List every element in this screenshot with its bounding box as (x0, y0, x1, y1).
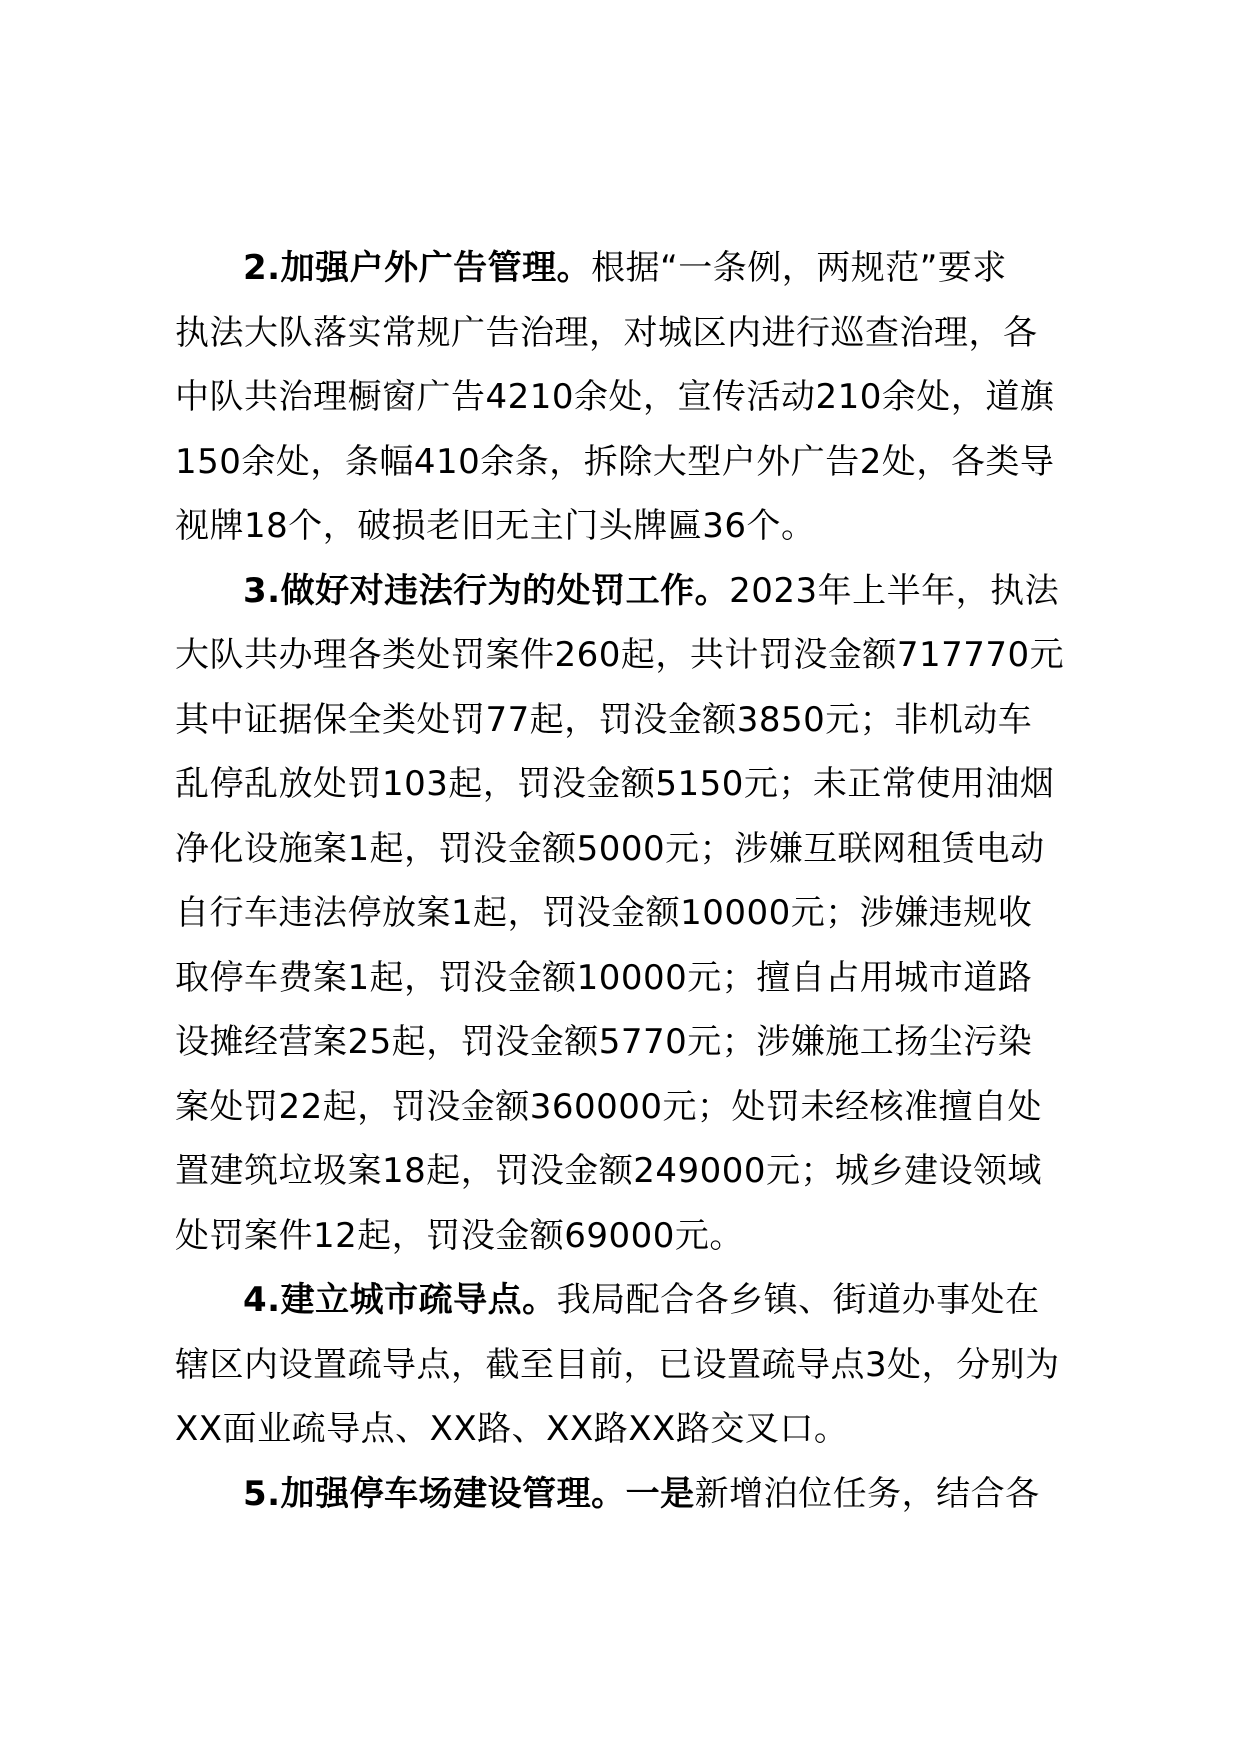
paragraph-first-line (175, 1268, 1115, 1333)
paragraph-line: 取停车费案1起，罚没金额10000元；擅自占用城市道路 (175, 957, 1033, 998)
document-page (175, 236, 1115, 1526)
paragraph-line: 辖区内设置疏导点，截至目前，已设置疏导点3处，分别为 (175, 1344, 1060, 1385)
paragraph-first-line (175, 1462, 1115, 1527)
paragraph-line: 其中证据保全类处罚77起，罚没金额3850元；非机动车 (175, 699, 1033, 740)
paragraph-line: 执法大队落实常规广告治理，对城区内进行巡查治理，各 (175, 312, 1038, 353)
paragraph-first-line (175, 559, 1115, 624)
paragraph-line: 视牌18个，破损老旧无主门头牌匾36个。 (175, 506, 816, 546)
paragraph-line: 150余处，条幅410余条，拆除大型户外广告2处，各类导 (175, 441, 1055, 482)
paragraph-line: 乱停乱放处罚103起，罚没金额5150元；未正常使用油烟 (175, 764, 1055, 804)
paragraph-item-2 (175, 236, 1115, 559)
paragraph-item-3 (175, 559, 1115, 1269)
paragraph-line: XX面业疏导点、XX路、XX路XX路交叉口。 (175, 1409, 849, 1449)
paragraph-heading: 2.加强户外广告管理。 (243, 248, 592, 288)
paragraph-line: 置建筑垃圾案18起，罚没金额249000元；城乡建设领域 (175, 1151, 1043, 1191)
paragraph-text: 新增泊位任务，结合各 (694, 1473, 1040, 1514)
paragraph-text: 2023年上半年，执法 (729, 570, 1060, 611)
paragraph-heading: 3.做好对违法行为的处罚工作。 (243, 570, 730, 611)
paragraph-heading: 4.建立城市疏导点。 (243, 1280, 557, 1320)
paragraph-text: 我局配合各乡镇、街道办事处在 (556, 1280, 1040, 1320)
paragraph-line: 设摊经营案25起，罚没金额5770元；涉嫌施工扬尘污染 (175, 1022, 1033, 1062)
paragraph-lead: 一是 (625, 1473, 695, 1514)
paragraph-line: 大队共办理各类处罚案件260起，共计罚没金额717770元 (175, 635, 1065, 675)
paragraph-item-5 (175, 1462, 1115, 1527)
paragraph-line: 净化设施案1起，罚没金额5000元；涉嫌互联网租赁电动 (175, 828, 1045, 869)
paragraph-line: 自行车违法停放案1起，罚没金额10000元；涉嫌违规收 (175, 893, 1033, 933)
paragraph-text: 根据“一条例，两规范”要求 (591, 248, 1007, 288)
paragraph-heading: 5.加强停车场建设管理。 (243, 1473, 626, 1514)
paragraph-first-line (175, 236, 1115, 301)
paragraph-line: 处罚案件12起，罚没金额69000元。 (175, 1215, 744, 1256)
paragraph-line: 案处罚22起，罚没金额360000元；处罚未经核准擅自处 (175, 1086, 1043, 1127)
paragraph-line: 中队共治理橱窗广告4210余处，宣传活动210余处，道旗 (175, 377, 1055, 417)
paragraph-item-4 (175, 1268, 1115, 1462)
